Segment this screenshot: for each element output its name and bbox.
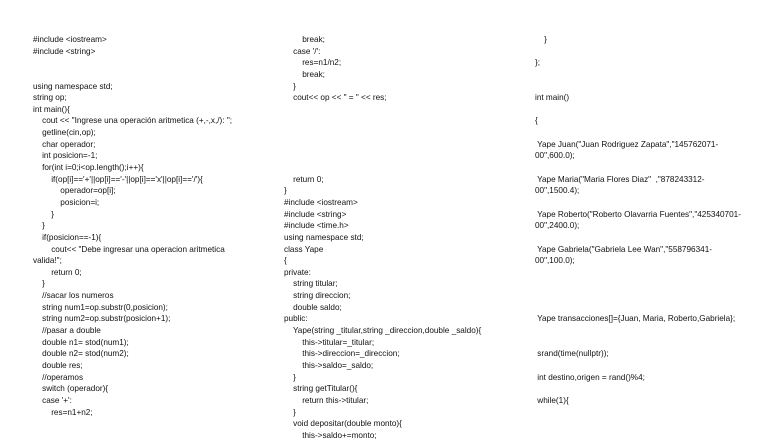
code-column-1 <box>33 34 273 418</box>
code-line: this->saldo=_saldo; <box>284 360 374 370</box>
code-line: char operador; <box>33 139 96 149</box>
code-line <box>535 69 735 81</box>
code-line <box>284 104 504 116</box>
code-line <box>535 383 735 395</box>
code-line: #include <iostream> <box>284 197 358 207</box>
code-line: private: <box>284 267 311 277</box>
code-line: } <box>535 35 547 44</box>
code-line: Yape Maria("Maria Flores Diaz" ,"878243312- <box>535 174 705 184</box>
code-line: void depositar(double monto){ <box>284 419 402 429</box>
code-line: } <box>284 81 296 91</box>
code-line: using namespace std; <box>284 232 364 242</box>
code-line <box>535 162 735 174</box>
code-line: #include <time.h> <box>284 221 349 231</box>
code-column-2 <box>284 34 504 441</box>
code-line <box>535 104 735 116</box>
code-line: operador=op[i]; <box>33 186 116 196</box>
code-line: Yape Juan("Juan Rodriguez Zapata","145762071- <box>535 139 719 149</box>
code-line: return 0; <box>33 267 82 277</box>
code-line <box>535 197 735 209</box>
code-line: using namespace std; <box>33 81 113 91</box>
code-line: //pasar a double <box>33 326 101 336</box>
code-line: res=n1/n2; <box>284 58 342 68</box>
code-line: return this->titular; <box>284 395 369 405</box>
code-line <box>33 69 273 81</box>
code-line <box>284 115 504 127</box>
code-line: 00",1500.4); <box>535 186 580 196</box>
code-line <box>535 302 735 314</box>
code-line: int main() <box>535 93 570 103</box>
code-line: //sacar los numeros <box>33 291 114 301</box>
code-line: Yape(string _titular,string _direccion,double _saldo){ <box>284 326 482 336</box>
code-line: cout << "Ingrese una operación aritmetica (+,-,x,/): "; <box>33 116 232 126</box>
code-line: this->direccion=_direccion; <box>284 349 400 359</box>
code-line: int main(){ <box>33 104 70 114</box>
code-line <box>284 150 504 162</box>
code-line <box>284 162 504 174</box>
code-line: Yape Gabriela("Gabriela Lee Wan","558796341- <box>535 244 712 254</box>
code-line: string num2=op.substr(posicion+1); <box>33 314 171 324</box>
code-line: for(int i=0;i<op.length();i++){ <box>33 163 144 173</box>
code-line <box>535 337 735 349</box>
code-line: int destino,origen = rand()%4; <box>535 372 645 382</box>
code-line <box>535 278 735 290</box>
code-line: getline(cin,op); <box>33 128 96 138</box>
code-line <box>33 57 273 69</box>
code-line: this->titular=_titular; <box>284 337 375 347</box>
code-line: if(posicion==-1){ <box>33 232 102 242</box>
code-line: 00",100.0); <box>535 256 575 266</box>
code-line: }; <box>535 58 541 68</box>
code-line: valida!"; <box>33 256 62 266</box>
code-line: if(op[i]=='+'||op[i]=='-'||op[i]=='x'||op[i]=='/'){ <box>33 174 203 184</box>
code-line: case '+': <box>33 395 72 405</box>
code-line: 00",600.0); <box>535 151 575 161</box>
code-line: string num1=op.substr(0,posicion); <box>33 302 168 312</box>
code-line <box>535 325 735 337</box>
code-line: public: <box>284 314 308 324</box>
code-line: #include <iostream> <box>33 35 107 44</box>
code-line: Yape Roberto("Roberto Olavarria Fuentes","425340701- <box>535 209 741 219</box>
code-line: while(1){ <box>535 395 569 405</box>
code-line: #include <string> <box>33 46 96 56</box>
code-line: switch (operador){ <box>33 384 109 394</box>
code-line: posicion=i; <box>33 197 100 207</box>
code-line: this->saldo+=monto; <box>284 430 377 440</box>
code-line: } <box>284 372 296 382</box>
code-line: } <box>33 209 54 219</box>
code-line: int posicion=-1; <box>33 151 98 161</box>
code-line: return 0; <box>284 174 324 184</box>
code-line: //operamos <box>33 372 84 382</box>
code-line: string getTitular(){ <box>284 384 358 394</box>
code-line: } <box>33 221 45 231</box>
code-line: cout<< op << " = " << res; <box>284 93 387 103</box>
code-line <box>535 267 735 279</box>
code-line <box>284 127 504 139</box>
code-line <box>535 46 735 58</box>
code-line: case '/': <box>284 46 321 56</box>
code-line: double n1= stod(num1); <box>33 337 129 347</box>
code-line: res=n1+n2; <box>33 407 93 417</box>
code-line: 00",2400.0); <box>535 221 580 231</box>
code-line: { <box>535 116 538 126</box>
code-line: cout<< "Debe ingresar una operacion aritmetica <box>33 244 225 254</box>
code-line: string titular; <box>284 279 338 289</box>
code-line: string op; <box>33 93 67 103</box>
code-line <box>535 81 735 93</box>
code-line: } <box>33 279 45 289</box>
code-line: srand(time(nullptr)); <box>535 349 609 359</box>
code-line: double saldo; <box>284 302 342 312</box>
code-line: class Yape <box>284 244 324 254</box>
code-line <box>535 127 735 139</box>
code-line: { <box>284 256 287 266</box>
code-line: break; <box>284 69 325 79</box>
code-line <box>535 232 735 244</box>
code-column-3 <box>535 34 741 407</box>
code-line: } <box>284 186 287 196</box>
code-line: double n2= stod(num2); <box>33 349 129 359</box>
code-line: Yape transacciones[]={Juan, Maria, Roberto,Gabriela}; <box>535 314 736 324</box>
code-line <box>284 139 504 151</box>
code-line <box>535 360 735 372</box>
code-line: break; <box>284 35 325 44</box>
code-line <box>535 290 735 302</box>
code-line: } <box>284 407 296 417</box>
code-line: string direccion; <box>284 291 351 301</box>
code-line: double res; <box>33 360 83 370</box>
code-line: #include <string> <box>284 209 347 219</box>
